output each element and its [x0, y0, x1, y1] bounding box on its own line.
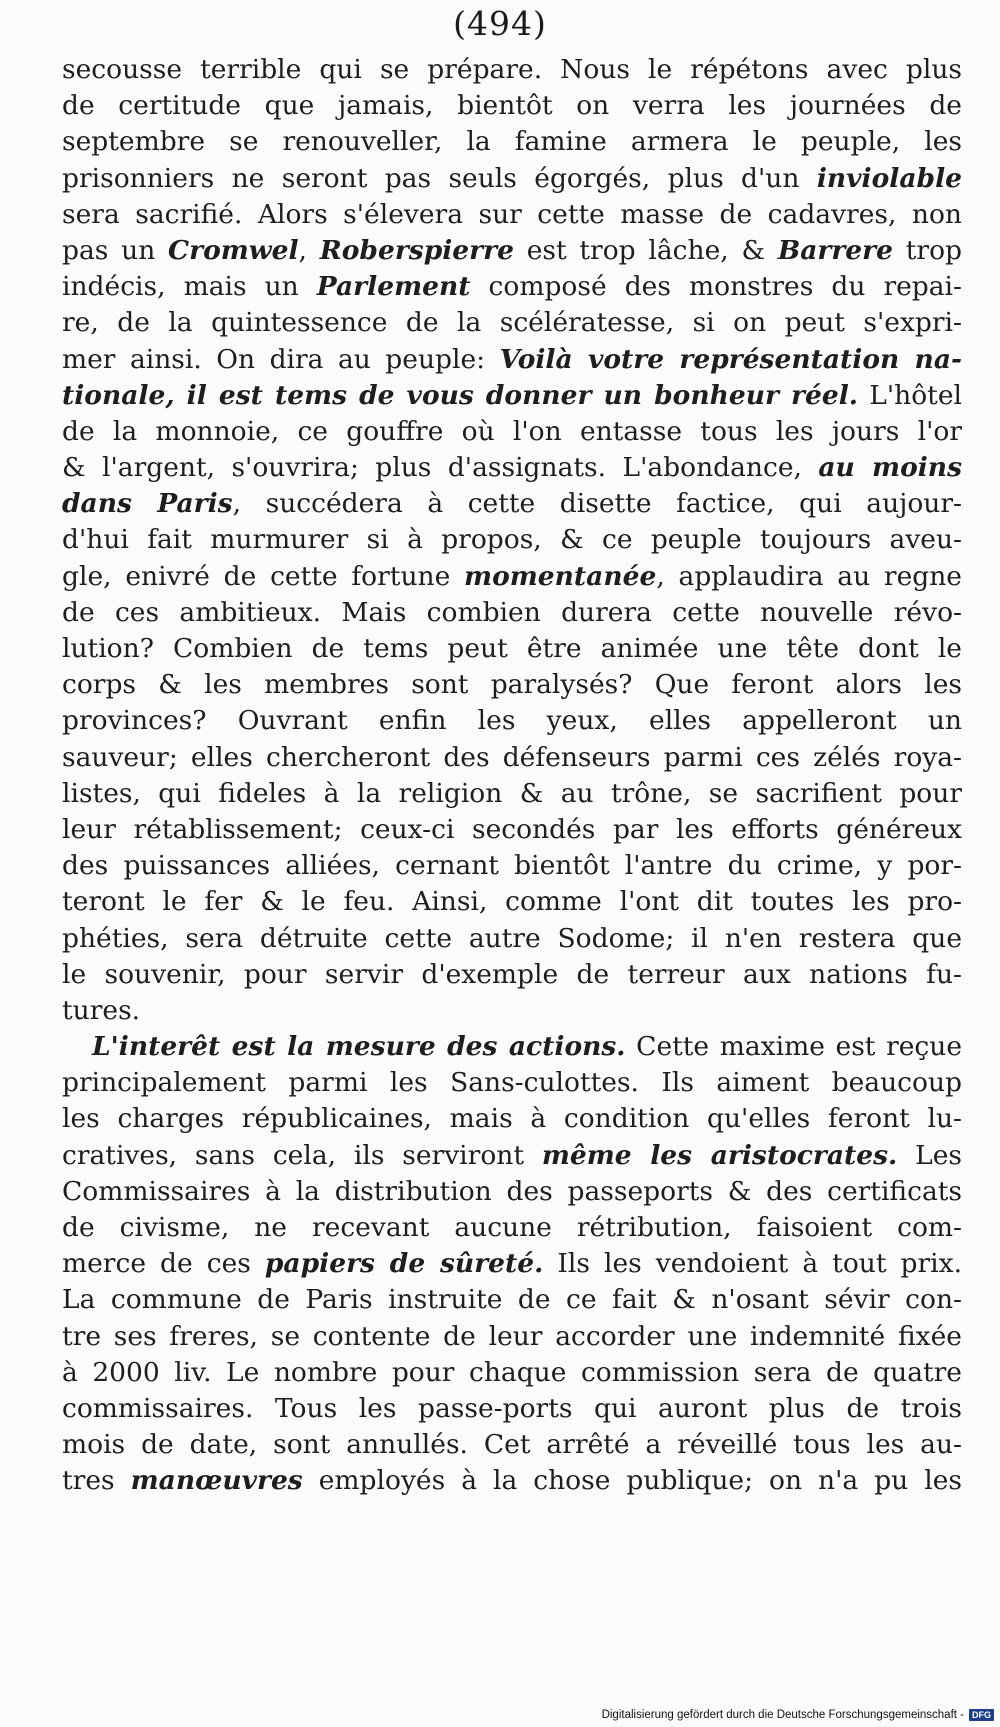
text-segment: Cette maxime est reçue: [625, 1031, 962, 1063]
text-segment: , succédera à cette disette factice, qui aujour-: [232, 488, 962, 520]
text-line: [62, 921, 962, 957]
text-segment: corps & les membres sont paralysés? Que feront alors les: [62, 669, 962, 701]
italic-segment: inviolable: [816, 162, 962, 194]
text-line: [62, 1282, 962, 1318]
text-line: [62, 812, 962, 848]
digitization-credit: [602, 1709, 994, 1721]
text-line: [62, 305, 962, 341]
text-segment: tres: [62, 1465, 131, 1497]
text-segment: listes, qui fideles à la religion & au trône, se sacrifient pour: [62, 777, 962, 809]
text-segment: de ces ambitieux. Mais combien durera cette nouvelle révo-: [62, 596, 962, 628]
text-segment: merce de ces: [62, 1248, 265, 1280]
text-segment: est trop lâche, &: [513, 234, 778, 266]
italic-segment: même les aristocrates.: [541, 1139, 898, 1171]
text-segment: gle, enivré de cette fortune: [62, 560, 465, 592]
text-line: [62, 884, 962, 920]
text-segment: tures.: [62, 994, 141, 1026]
text-line: [62, 993, 962, 1029]
text-line: [62, 378, 962, 414]
text-line: [62, 450, 962, 486]
italic-segment: Voilà votre représentation na-: [499, 343, 962, 375]
italic-segment: au moins: [818, 452, 962, 484]
text-segment: ,: [298, 234, 320, 266]
text-line: [62, 522, 962, 558]
italic-segment: Barrere: [777, 234, 893, 266]
text-line: [62, 1210, 962, 1246]
text-segment: des puissances alliées, cernant bientôt l'antre du crime, y por-: [62, 850, 962, 882]
text-line: [62, 161, 962, 197]
text-line: [62, 124, 962, 160]
text-line: [62, 1029, 962, 1065]
text-line: [62, 848, 962, 884]
text-segment: pas un: [62, 234, 169, 266]
text-line: [62, 414, 962, 450]
text-line: [62, 486, 962, 522]
text-segment: secousse terrible qui se prépare. Nous le répétons avec plus: [62, 54, 962, 85]
text-segment: tre ses freres, se contente de leur accorder une indemnité fixée: [62, 1320, 962, 1352]
text-segment: d'hui fait murmurer si à propos, & ce peuple toujours aveu-: [62, 524, 962, 556]
page-number: (494): [453, 4, 547, 43]
text-segment: Ils les vendoient à tout prix.: [543, 1248, 962, 1280]
text-line: [62, 1391, 962, 1427]
text-line: [62, 1101, 962, 1137]
text-segment: à 2000 liv. Le nombre pour chaque commission sera de quatre: [62, 1356, 962, 1388]
text-segment: de civisme, ne recevant aucune rétribution, faisoient com-: [62, 1212, 962, 1243]
text-segment: prisonniers ne seront pas seuls égorgés, plus d'un: [62, 162, 817, 194]
italic-segment: tionale, il est tems de vous donner un bonheur réel.: [62, 379, 858, 411]
text-line: [62, 1319, 962, 1355]
italic-segment: Cromwel: [168, 234, 299, 266]
dfg-logo: DFG: [969, 1709, 994, 1721]
text-segment: leur rétablissement; ceux-ci secondés par les efforts généreux: [62, 813, 962, 845]
text-segment: & l'argent, s'ouvrira; plus d'assignats. L'abondance,: [62, 452, 819, 484]
text-segment: principalement parmi les Sans-culottes. Ils aiment beaucoup: [62, 1067, 962, 1099]
italic-segment: dans Paris: [62, 488, 233, 520]
text-line: [62, 595, 962, 631]
text-line: [62, 1355, 962, 1391]
text-segment: indécis, mais un: [62, 271, 317, 303]
text-segment: cratives, sans cela, ils serviront: [62, 1139, 542, 1171]
text-segment: L'hôtel: [858, 379, 962, 411]
text-segment: sauveur; elles chercheront des défenseurs parmi ces zélés roya-: [62, 741, 962, 773]
text-line: [62, 631, 962, 667]
text-segment: commissaires. Tous les passe-ports qui auront plus de trois: [62, 1392, 962, 1424]
text-line: [62, 52, 962, 88]
text-line: [62, 1174, 962, 1210]
text-line: [62, 1138, 962, 1174]
text-line: [62, 1246, 962, 1282]
text-segment: phéties, sera détruite cette autre Sodome; il n'en restera que: [62, 922, 962, 954]
text-line: [62, 667, 962, 703]
text-segment: provinces? Ouvrant enfin les yeux, elles appelleront un: [62, 705, 962, 737]
italic-segment: manœuvres: [130, 1465, 303, 1497]
text-line: [62, 776, 962, 812]
text-line: [62, 269, 962, 305]
text-line: [62, 197, 962, 233]
text-segment: composé des monstres du repai-: [470, 271, 962, 303]
text-segment: lution? Combien de tems peut être animée une tête dont le: [62, 633, 962, 664]
italic-segment: papiers de sûreté.: [264, 1248, 544, 1280]
text-segment: Les: [897, 1139, 962, 1171]
text-line: [62, 342, 962, 378]
text-segment: de certitude que jamais, bientôt on verra les journées de: [62, 90, 962, 122]
text-segment: le souvenir, pour servir d'exemple de terreur aux nations fu-: [62, 958, 962, 990]
text-line: [62, 1463, 962, 1499]
text-segment: mois de date, sont annullés. Cet arrêté a réveillé tous les au-: [62, 1429, 962, 1461]
text-segment: teront le fer & le feu. Ainsi, comme l'ont dit toutes les pro-: [62, 886, 962, 918]
text-segment: trop: [893, 234, 962, 266]
text-segment: re, de la quintessence de la scélératesse, si on peut s'expri-: [62, 307, 962, 339]
body-text: [62, 52, 962, 1500]
text-segment: sera sacrifié. Alors s'élevera sur cette masse de cadavres, non: [62, 198, 962, 230]
text-segment: Commissaires à la distribution des passeports & des certificats: [62, 1175, 962, 1207]
credit-text: Digitalisierung gefördert durch die Deutsche Forschungsgemeinschaft -: [601, 1709, 964, 1721]
italic-segment: momentanée: [464, 560, 657, 592]
text-segment: les charges républicaines, mais à condition qu'elles feront lu-: [62, 1103, 962, 1135]
text-line: [62, 233, 962, 269]
text-segment: La commune de Paris instruite de ce fait & n'osant sévir con-: [62, 1284, 962, 1316]
text-line: [62, 559, 962, 595]
text-segment: mer ainsi. On dira au peuple:: [62, 343, 500, 375]
text-line: [62, 740, 962, 776]
text-line: [62, 1065, 962, 1101]
italic-segment: Parlement: [316, 271, 471, 303]
italic-segment: Roberspierre: [319, 234, 514, 266]
text-line: [62, 88, 962, 124]
text-line: [62, 1427, 962, 1463]
text-line: [62, 703, 962, 739]
text-segment: employés à la chose publique; on n'a pu les: [302, 1465, 962, 1497]
italic-segment: L'interêt est la mesure des actions.: [92, 1031, 626, 1063]
text-segment: de la monnoie, ce gouffre où l'on entasse tous les jours l'or: [62, 415, 962, 447]
text-line: [62, 957, 962, 993]
text-segment: , applaudira au regne: [656, 560, 962, 592]
text-segment: septembre se renouveller, la famine armera le peuple, les: [62, 126, 962, 158]
